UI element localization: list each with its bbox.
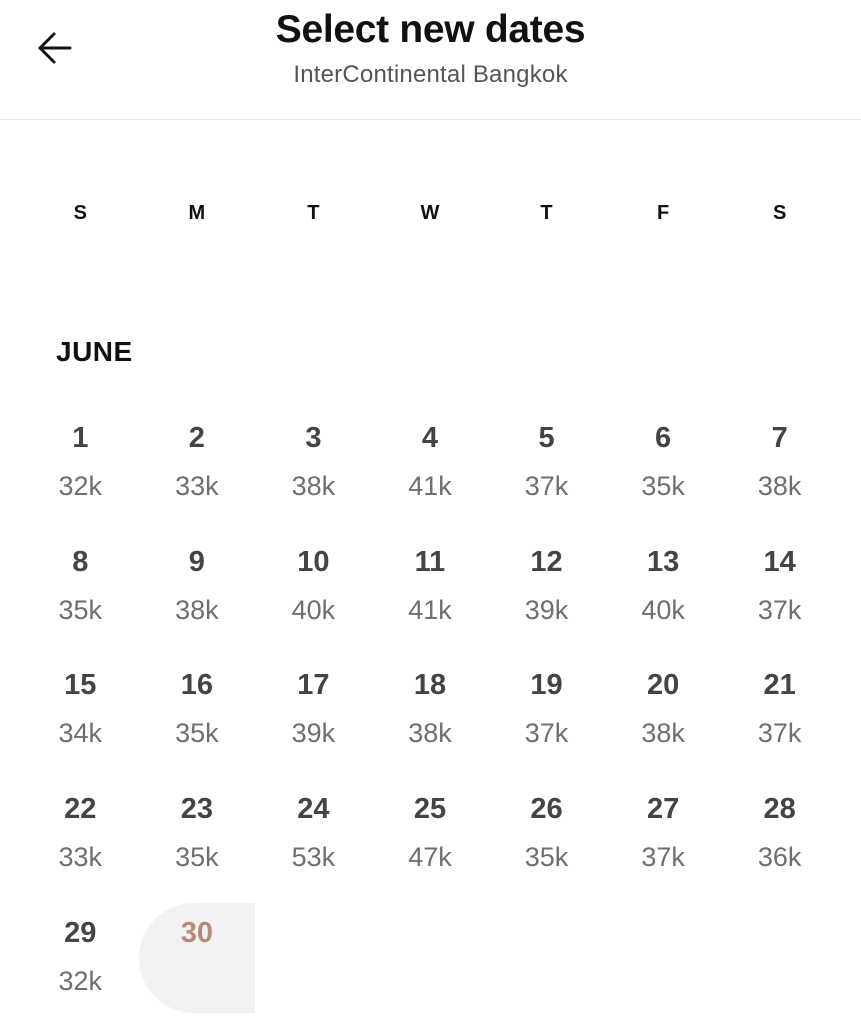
day-number: 16 (180, 669, 213, 702)
calendar-day[interactable] (255, 408, 372, 532)
day-price: 33k (58, 842, 103, 873)
day-number: 13 (646, 545, 680, 578)
calendar-day[interactable] (721, 408, 838, 532)
day-price: 38k (408, 718, 452, 749)
day-price: 47k (408, 842, 452, 873)
calendar-day[interactable] (139, 532, 256, 656)
header (0, 0, 861, 120)
day-number: 29 (64, 916, 97, 949)
day-number: 22 (64, 793, 97, 826)
calendar-day[interactable] (255, 655, 372, 779)
calendar-day[interactable] (372, 655, 489, 779)
day-price: 35k (58, 594, 103, 625)
calendar-day[interactable] (721, 779, 838, 903)
weekday-header (22, 202, 838, 225)
calendar-day[interactable] (255, 779, 372, 903)
day-number: 9 (188, 545, 205, 578)
calendar-day[interactable] (605, 532, 722, 656)
day-price: 38k (641, 718, 685, 749)
day-number: 19 (530, 669, 563, 702)
weekday-label: W (420, 202, 440, 224)
day-price: 36k (757, 842, 802, 873)
day-price: 32k (58, 471, 103, 501)
calendar-day[interactable] (488, 532, 605, 656)
day-number: 1 (72, 422, 89, 454)
day-price: 37k (524, 471, 569, 501)
day-number: 15 (64, 669, 97, 702)
calendar-day[interactable] (605, 408, 722, 532)
calendar-day[interactable] (605, 779, 722, 903)
calendar-day[interactable] (139, 779, 256, 903)
day-price: 40k (291, 594, 336, 625)
weekday-label: S (772, 202, 787, 224)
day-number: 27 (646, 793, 680, 826)
day-number: 24 (297, 793, 330, 826)
month-label: JUNE (56, 336, 133, 367)
day-number: 28 (763, 793, 796, 826)
day-number: 4 (421, 422, 439, 454)
day-price: 38k (291, 471, 336, 501)
calendar-day[interactable] (22, 779, 139, 903)
day-price: 32k (58, 965, 103, 996)
day-price: 33k (175, 471, 219, 501)
calendar-day[interactable] (22, 408, 139, 532)
weekday-label: T (307, 202, 320, 224)
hotel-name: InterContinental Bangkok (293, 61, 568, 88)
day-number: 10 (297, 545, 330, 578)
day-price: 53k (291, 842, 336, 873)
day-number: 14 (763, 545, 796, 578)
day-price: 37k (757, 594, 802, 625)
calendar-day[interactable] (372, 532, 489, 656)
calendar-day[interactable] (372, 779, 489, 903)
day-number: 20 (646, 669, 680, 702)
day-number: 3 (305, 422, 322, 454)
calendar-day[interactable] (22, 903, 139, 1026)
weekday-label: T (540, 202, 553, 224)
day-number: 11 (414, 545, 446, 578)
day-price: 34k (58, 718, 103, 749)
day-number: 17 (297, 669, 330, 702)
day-price: 37k (757, 718, 802, 749)
day-price: 41k (408, 471, 452, 501)
day-price: 35k (175, 718, 219, 749)
day-price: 35k (175, 842, 219, 873)
day-number: 25 (413, 793, 447, 826)
day-number: 30 (180, 916, 213, 949)
calendar-grid (22, 408, 838, 1026)
day-price: 40k (641, 594, 685, 625)
day-number: 2 (188, 422, 205, 454)
weekday-label: S (73, 202, 87, 224)
calendar-day[interactable] (488, 655, 605, 779)
calendar-day[interactable] (721, 532, 838, 656)
day-number: 18 (413, 669, 447, 702)
day-price: 39k (524, 594, 569, 625)
weekday-label: M (188, 202, 206, 224)
day-number: 8 (72, 545, 89, 578)
day-price: 35k (641, 471, 685, 501)
day-price: 35k (524, 842, 569, 873)
weekday-label: F (656, 202, 670, 224)
calendar-day[interactable] (372, 408, 489, 532)
day-price: 37k (524, 718, 569, 749)
calendar-day[interactable] (22, 532, 139, 656)
calendar-day[interactable] (139, 903, 256, 1013)
calendar-day[interactable] (255, 532, 372, 656)
calendar-day[interactable] (139, 408, 256, 532)
calendar-day[interactable] (22, 655, 139, 779)
day-price: 39k (291, 718, 336, 749)
day-number: 23 (180, 793, 213, 826)
calendar-day[interactable] (721, 655, 838, 779)
day-price: 38k (757, 471, 802, 501)
day-number: 6 (655, 422, 672, 454)
calendar-day[interactable] (139, 655, 256, 779)
page-title: Select new dates (275, 8, 586, 51)
day-number: 7 (771, 422, 788, 454)
day-number: 26 (530, 793, 563, 826)
day-number: 12 (530, 545, 563, 578)
day-price: 37k (641, 842, 685, 873)
day-price: 38k (175, 594, 219, 625)
calendar-day[interactable] (605, 655, 722, 779)
day-number: 5 (538, 422, 555, 454)
calendar-day[interactable] (488, 408, 605, 532)
day-price: 41k (408, 594, 452, 625)
calendar-day[interactable] (488, 779, 605, 903)
day-number: 21 (763, 669, 796, 702)
